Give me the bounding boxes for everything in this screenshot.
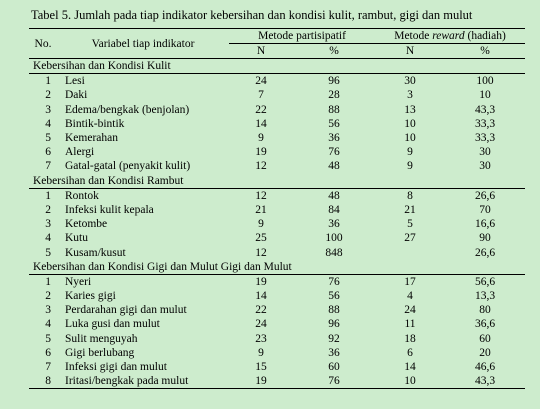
row-n-participatory: 9 [258,218,264,231]
row-n-participatory: 22 [255,304,267,317]
row-n-participatory: 14 [255,290,267,303]
section-title: Kebersihan dan Kondisi Gigi dan Mulut Gigi dan Mulut [29,260,525,275]
row-pct-participatory: 60 [328,361,340,374]
row-variable: Sulit menguyah [65,332,138,345]
row-pct-reward: 90 [479,232,491,245]
row-pct-participatory: 96 [328,318,340,331]
row-pct-reward: 43,3 [474,103,496,116]
row-pct-participatory: 36 [328,132,340,145]
row-n-reward: 9 [407,160,413,173]
row-pct-reward: 100 [476,75,494,88]
row-variable: Kusam/kusut [65,246,126,259]
row-n-participatory: 25 [255,232,267,245]
row-number: 3 [45,103,51,116]
row-n-reward: 4 [407,290,413,303]
section-header-row [29,174,525,189]
row-pct-reward: 13,3 [474,290,496,303]
row-variable: Karies gigi [65,290,116,303]
row-n-participatory: 14 [255,117,267,130]
table-row [29,88,525,102]
row-number: 1 [45,189,51,202]
row-pct-participatory: 848 [325,246,343,259]
row-n-reward: 10 [404,132,416,145]
row-variable: Infeksi gigi dan mulut [65,361,167,374]
table-caption: Tabel 5. Jumlah pada tiap indikator kebersihan dan kondisi kulit, rambut, gigi dan mulut [31,8,473,22]
row-n-reward: 3 [407,89,413,102]
row-pct-reward: 80 [479,304,491,317]
row-pct-participatory: 88 [328,304,340,317]
row-pct-participatory: 92 [328,332,340,345]
table-row [29,332,525,346]
row-pct-reward: 46,6 [474,361,496,374]
section-title: Kebersihan dan Kondisi Kulit [29,59,525,74]
row-pct-reward: 70 [479,203,491,216]
table-row [29,117,525,131]
row-variable: Kemerahan [65,132,118,145]
row-pct-reward: 26,6 [474,189,496,202]
row-n-participatory: 7 [258,89,264,102]
row-pct-participatory: 48 [328,160,340,173]
row-pct-reward: 16,6 [474,218,496,231]
table-row [29,374,525,389]
row-n-participatory: 12 [255,160,267,173]
row-n-reward: 11 [404,318,416,331]
row-number: 7 [45,361,51,374]
row-number: 3 [45,218,51,231]
row-pct-participatory: 76 [328,275,340,288]
table-row [29,231,525,245]
row-n-reward: 13 [404,103,416,116]
row-number: 1 [45,75,51,88]
row-pct-reward: 10 [479,89,491,102]
row-variable: Edema/bengkak (benjolan) [65,103,190,116]
data-table [29,28,525,389]
row-variable: Alergi [65,146,95,159]
header-pct-1: % [293,44,375,59]
row-pct-participatory: 56 [328,117,340,130]
row-variable: Rontok [65,189,99,202]
table-row [29,245,525,259]
header-n-2: N [375,44,445,59]
header-pct-2: % [445,44,525,59]
row-n-participatory: 12 [255,246,267,259]
row-n-reward: 6 [407,346,413,359]
row-n-participatory: 19 [255,146,267,159]
row-n-reward: 14 [404,361,416,374]
row-variable: Iritasi/bengkak pada mulut [57,374,229,389]
row-number: 5 [45,332,51,345]
row-number: 2 [45,203,51,216]
row-n-participatory: 19 [229,374,293,389]
row-pct-participatory: 96 [328,75,340,88]
row-pct-participatory: 76 [293,374,375,389]
row-pct-participatory: 48 [328,189,340,202]
table-row [29,289,525,303]
section-header-row [29,59,525,74]
row-pct-reward: 43,3 [445,374,525,389]
row-number: 2 [45,290,51,303]
header-no: No. [29,29,57,59]
row-pct-reward: 30 [479,160,491,173]
row-pct-reward: 56,6 [474,275,496,288]
row-pct-participatory: 76 [328,146,340,159]
table-row [29,74,525,89]
section-title: Kebersihan dan Kondisi Rambut [29,174,525,189]
table-row [29,103,525,117]
row-variable: Infeksi kulit kepala [65,203,154,216]
row-number: 7 [45,160,51,173]
row-n-reward: 21 [404,203,416,216]
row-variable: Luka gusi dan mulut [65,318,160,331]
row-n-reward: 10 [375,374,445,389]
row-n-reward: 9 [407,146,413,159]
header-row-1 [29,29,525,44]
row-n-reward [375,245,445,259]
row-variable: Nyeri [65,275,92,288]
row-variable: Daki [65,89,88,102]
row-pct-participatory: 100 [325,232,343,245]
row-n-reward: 8 [407,189,413,202]
table-row [29,303,525,317]
table-row [29,317,525,331]
row-variable: Perdarahan gigi dan mulut [65,304,187,317]
row-n-participatory: 24 [255,318,267,331]
table-row [29,145,525,159]
row-pct-reward: 26,6 [474,246,496,259]
row-n-reward: 27 [404,232,416,245]
table-row [29,131,525,145]
row-pct-participatory: 84 [328,203,340,216]
table-row [29,274,525,289]
header-variable: Variabel tiap indikator [57,29,229,59]
row-number: 2 [45,89,51,102]
row-variable: Gigi berlubang [65,346,135,359]
row-variable: Bintik-bintik [65,117,125,130]
row-n-reward: 5 [407,218,413,231]
table-body [29,59,525,389]
row-number: 5 [45,246,51,259]
row-pct-reward: 36,6 [474,318,496,331]
row-n-participatory: 22 [255,103,267,116]
row-pct-participatory: 28 [328,89,340,102]
row-n-participatory: 23 [255,332,267,345]
table-row [29,203,525,217]
row-n-participatory: 9 [258,346,264,359]
row-pct-reward: 20 [479,346,491,359]
row-n-reward: 30 [404,75,416,88]
row-variable: Lesi [65,75,85,88]
row-pct-reward: 30 [479,146,491,159]
row-n-participatory: 12 [255,189,267,202]
row-number: 5 [45,132,51,145]
row-number: 4 [45,232,51,245]
table-row [29,360,525,374]
row-n-reward: 18 [404,332,416,345]
row-n-participatory: 9 [258,132,264,145]
row-variable: Kutu [65,232,88,245]
table-row [29,346,525,360]
row-n-reward: 10 [404,117,416,130]
row-n-participatory: 15 [255,361,267,374]
row-variable: Gatal-gatal (penyakit kulit) [65,160,191,173]
row-number: 8 [29,374,57,389]
row-number: 4 [45,318,51,331]
row-n-reward: 24 [404,304,416,317]
row-pct-participatory: 36 [328,346,340,359]
row-number: 3 [45,304,51,317]
row-variable: Ketombe [65,218,108,231]
row-pct-reward: 33,3 [474,117,496,130]
row-n-participatory: 19 [255,275,267,288]
header-method-participatory: Metode partisipatif [229,29,375,44]
row-n-participatory: 24 [255,75,267,88]
row-number: 1 [45,275,51,288]
row-number: 6 [45,146,51,159]
table-row [29,188,525,203]
header-n-1: N [229,44,293,59]
row-n-participatory: 21 [255,203,267,216]
section-header-row [29,260,525,275]
row-pct-participatory: 56 [328,290,340,303]
row-pct-reward: 60 [479,332,491,345]
row-pct-participatory: 36 [328,218,340,231]
row-pct-reward: 33,3 [474,132,496,145]
row-number: 6 [45,346,51,359]
row-number: 4 [45,117,51,130]
row-n-reward: 17 [404,275,416,288]
table-row [29,217,525,231]
table-row [29,159,525,173]
row-pct-participatory: 88 [328,103,340,116]
header-method-reward: Metode reward (hadiah) [375,29,525,44]
